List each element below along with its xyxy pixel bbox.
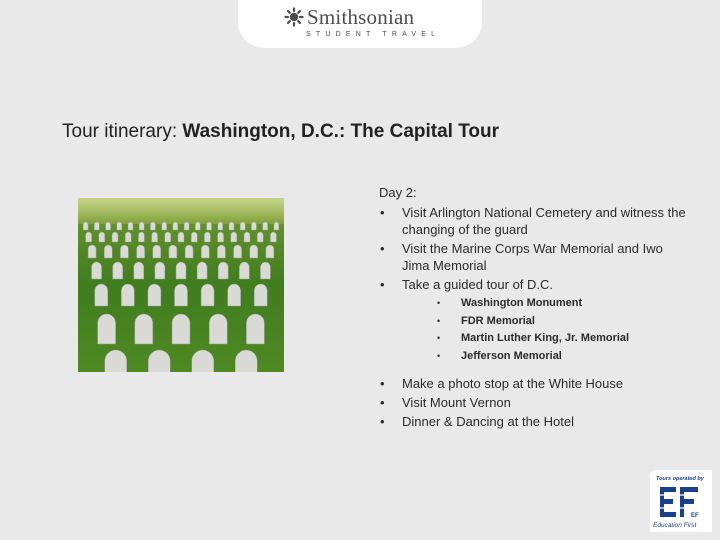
headstone-shape (260, 262, 270, 279)
headstone-shape (134, 262, 144, 279)
brand-name: Smithsonian (307, 5, 415, 29)
title-prefix: Tour itinerary: (62, 121, 178, 142)
ef-badge (650, 470, 712, 532)
item-text: Visit the Marine Corps War Memorial and Iwo Jima Memorial (402, 241, 663, 273)
headstone-shape (240, 222, 245, 230)
itinerary-list (379, 204, 691, 430)
ef-badge-caption: Tours operated by (656, 476, 704, 482)
headstone-shape (246, 314, 264, 344)
ef-logo-text: EF (691, 513, 699, 519)
headstone-shape (94, 222, 99, 230)
ef-logo (658, 484, 702, 520)
bullet-icon: • (437, 333, 441, 343)
bullet-icon: • (437, 315, 441, 326)
list-item (379, 375, 691, 392)
list-item (379, 276, 691, 365)
item-text: Take a guided tour of D.C. (402, 277, 554, 292)
headstone-shape (138, 232, 144, 242)
sub-item-text: Washington Monument (461, 297, 583, 309)
headstone-shape (98, 314, 116, 344)
item-text: Dinner & Dancing at the Hotel (402, 414, 574, 429)
headstone-shape (105, 350, 127, 372)
headstone-shape (99, 232, 105, 242)
headstone-shape (239, 262, 249, 279)
headstone-shape (150, 222, 155, 230)
day-heading: Day 2: (379, 185, 417, 200)
headstone-shape (137, 245, 145, 258)
headstone-shape (263, 222, 268, 230)
headstone-shape (120, 245, 128, 258)
headstone-shape (218, 232, 224, 242)
sub-list-item (437, 313, 691, 331)
headstone-shape (153, 245, 161, 258)
brand-tagline: STUDENT TRAVEL (306, 31, 441, 38)
headstone-shape (112, 232, 118, 242)
headstone-shape (195, 222, 200, 230)
headstone-shape (185, 245, 193, 258)
headstone-shape (92, 262, 102, 279)
headstone-shape (169, 245, 177, 258)
headstone-shape (152, 232, 158, 242)
headstone-shape (184, 222, 189, 230)
sub-list (437, 295, 691, 365)
bullet-icon: • (380, 414, 385, 429)
headstone-shape (128, 222, 133, 230)
headstone-shape (244, 232, 250, 242)
headstone-shape (251, 222, 256, 230)
headstone-shape (254, 284, 267, 306)
list-item (379, 413, 691, 430)
title-tour-name: Washington, D.C.: The Capital Tour (182, 121, 500, 142)
headstone-shape (218, 262, 228, 279)
headstone-shape (176, 262, 186, 279)
headstone-shape (217, 245, 225, 258)
headstone-shape (86, 232, 92, 242)
item-text: Make a photo stop at the White House (402, 376, 624, 391)
headstone-shape (106, 222, 111, 230)
headstone-shape (113, 262, 123, 279)
page-title (62, 121, 499, 143)
smithsonian-logo (284, 6, 414, 28)
headstone-shape (201, 284, 214, 306)
item-text: Visit Mount Vernon (402, 395, 511, 410)
headstone-shape (121, 284, 134, 306)
headstone-shape (209, 314, 227, 344)
sub-item-text: FDR Memorial (461, 314, 535, 327)
headstone-shape (135, 314, 153, 344)
headstone-shape (173, 222, 178, 230)
headstone-shape (270, 232, 276, 242)
headstone-shape (139, 222, 144, 230)
itinerary (379, 184, 691, 432)
headstone-shape (148, 284, 161, 306)
bullet-icon: • (380, 376, 385, 391)
headstone-shape (250, 245, 258, 258)
headstone-shape (235, 350, 257, 372)
sub-list-item (437, 348, 691, 366)
list-item (379, 240, 691, 274)
sub-list-item (437, 330, 691, 348)
bullet-icon: • (380, 205, 385, 220)
headstone-shape (197, 262, 207, 279)
list-item (379, 394, 691, 411)
headstone-shape (104, 245, 112, 258)
headstone-shape (207, 222, 212, 230)
headstone-shape (191, 232, 197, 242)
sub-item-text: Jefferson Memorial (461, 349, 562, 362)
sub-list-item (437, 295, 691, 313)
bullet-icon: • (437, 298, 441, 308)
headstone-shape (229, 222, 234, 230)
headstone-shape (204, 232, 210, 242)
headstone-shape (165, 232, 171, 242)
list-item (379, 204, 691, 238)
bullet-icon: • (380, 241, 385, 256)
headstone-shape (266, 245, 274, 258)
item-text: Visit Arlington National Cemetery and witness the changing of the guard (402, 205, 686, 237)
headstone-shape (125, 232, 131, 242)
headstone-shape (231, 232, 237, 242)
headstone-shape (117, 222, 122, 230)
headstone-shape (218, 222, 223, 230)
ef-badge-name: Education First (653, 522, 697, 529)
headstone-shape (257, 232, 263, 242)
headstone-shape (192, 350, 214, 372)
headstone-shape (83, 222, 88, 230)
headstone-shape (148, 350, 170, 372)
bullet-icon: • (437, 350, 441, 361)
headstone-shape (95, 284, 108, 306)
bullet-icon: • (380, 395, 385, 410)
headstone-shape (228, 284, 241, 306)
sub-item-text: Martin Luther King, Jr. Memorial (461, 332, 630, 344)
headstone-shape (234, 245, 242, 258)
arlington-cemetery-photo (78, 198, 284, 372)
headstone-shape (155, 262, 165, 279)
headstone-shape (175, 284, 188, 306)
headstone-shape (201, 245, 209, 258)
bullet-icon: • (380, 277, 385, 292)
headstone-shape (178, 232, 184, 242)
headstone-shape (274, 222, 279, 230)
sunburst-icon (284, 7, 304, 27)
headstone-shape (162, 222, 167, 230)
headstone-shape (172, 314, 190, 344)
headstone-shape (88, 245, 96, 258)
